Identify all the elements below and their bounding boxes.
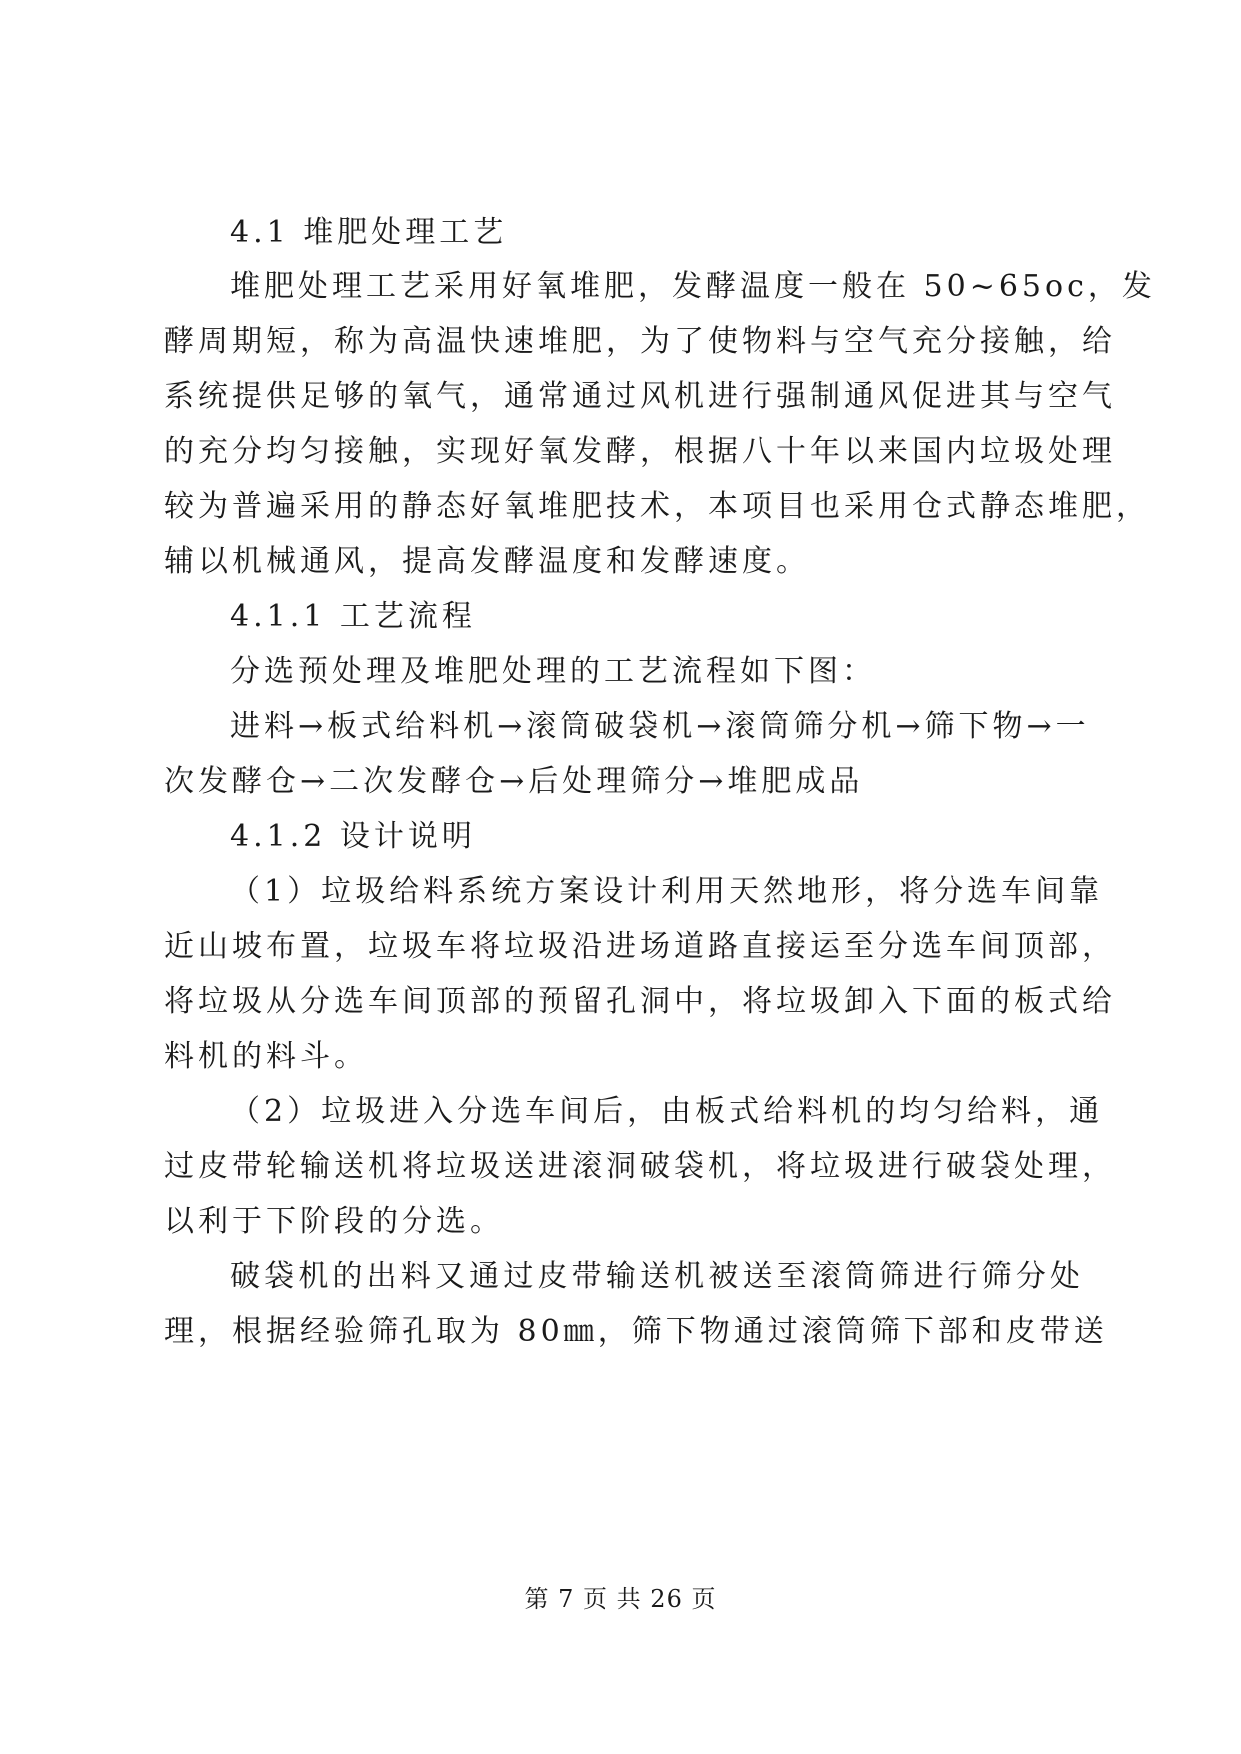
paragraph-line: 系统提供足够的氧气，通常通过风机进行强制通风促进其与空气 xyxy=(164,379,1116,414)
paragraph-line: 的充分均匀接触，实现好氧发酵，根据八十年以来国内垃圾处理 xyxy=(164,434,1116,469)
paragraph-line: 料机的料斗。 xyxy=(164,1039,368,1074)
paragraph-line: 过皮带轮输送机将垃圾送进滚洞破袋机，将垃圾进行破袋处理， xyxy=(164,1149,1116,1184)
paragraph-line: 较为普遍采用的静态好氧堆肥技术，本项目也采用仓式静态堆肥， xyxy=(164,489,1150,524)
paragraph-line: 将垃圾从分选车间顶部的预留孔洞中，将垃圾卸入下面的板式给 xyxy=(164,984,1116,1019)
paragraph-line: （2）垃圾进入分选车间后，由板式给料机的均匀给料，通 xyxy=(230,1094,1104,1129)
paragraph-line: 近山坡布置，垃圾车将垃圾沿进场道路直接运至分选车间顶部， xyxy=(164,929,1116,964)
paragraph-line: 辅以机械通风，提高发酵温度和发酵速度。 xyxy=(164,544,810,579)
paragraph-line: 酵周期短，称为高温快速堆肥，为了使物料与空气充分接触，给 xyxy=(164,324,1116,359)
heading-4-1: 4.1 堆肥处理工艺 xyxy=(230,215,508,250)
paragraph-line: 分选预处理及堆肥处理的工艺流程如下图： xyxy=(230,654,876,689)
paragraph-line: 以利于下阶段的分选。 xyxy=(164,1204,504,1239)
heading-4-1-1: 4.1.1 工艺流程 xyxy=(230,599,476,634)
paragraph-line: 堆肥处理工艺采用好氧堆肥，发酵温度一般在 50~65oc，发 xyxy=(230,269,1156,304)
page-number-footer: 第 7 页 共 26 页 xyxy=(524,1585,717,1613)
process-flow-line: 进料→板式给料机→滚筒破袋机→滚筒筛分机→筛下物→一 xyxy=(230,709,1090,744)
process-flow-line: 次发酵仓→二次发酵仓→后处理筛分→堆肥成品 xyxy=(164,764,864,799)
paragraph-line: 破袋机的出料又通过皮带输送机被送至滚筒筛进行筛分处 xyxy=(230,1259,1084,1294)
heading-4-1-2: 4.1.2 设计说明 xyxy=(230,819,476,854)
paragraph-line: （1）垃圾给料系统方案设计利用天然地形，将分选车间靠 xyxy=(230,874,1104,909)
paragraph-line: 理，根据经验筛孔取为 80㎜，筛下物通过滚筒筛下部和皮带送 xyxy=(164,1314,1108,1349)
